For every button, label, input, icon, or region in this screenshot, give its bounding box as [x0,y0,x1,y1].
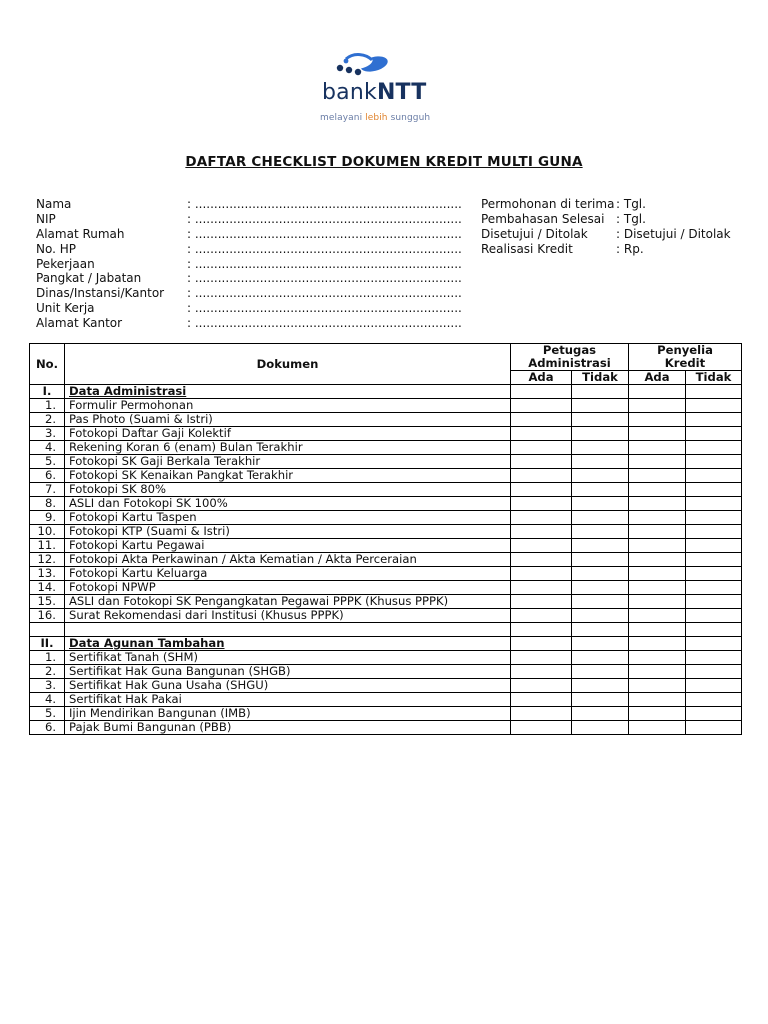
header-tidak: Tidak [572,371,629,385]
checkbox-cell[interactable] [572,441,629,455]
header-ada: Ada [511,371,572,385]
row-number: 4. [30,693,65,707]
checkbox-cell[interactable] [572,707,629,721]
section-agunan [30,637,742,735]
checkbox-cell[interactable] [572,455,629,469]
checklist-table [29,343,742,735]
checkbox-cell[interactable] [629,483,686,497]
table-row [30,665,742,679]
checkbox-cell[interactable] [511,525,572,539]
field-value: : ...................................................................... [187,301,462,316]
checkbox-cell[interactable] [511,637,572,651]
document-name: Fotokopi SK Gaji Berkala Terakhir [65,455,511,469]
table-row [30,441,742,455]
checkbox-cell[interactable] [572,567,629,581]
row-number: 6. [30,469,65,483]
checkbox-cell[interactable] [686,693,742,707]
row-number: 7. [30,483,65,497]
table-row [30,721,742,735]
table-row [30,553,742,567]
checkbox-cell[interactable] [511,721,572,735]
checkbox-cell[interactable] [686,721,742,735]
logo-wordmark [322,80,426,105]
document-name: Fotokopi NPWP [65,581,511,595]
checkbox-cell[interactable] [629,413,686,427]
field-value: : ...................................................................... [187,316,462,331]
row-number: 16. [30,609,65,623]
table-row [30,567,742,581]
checkbox-cell[interactable] [572,525,629,539]
table-row [30,693,742,707]
checkbox-cell[interactable] [572,595,629,609]
document-name: Fotokopi Kartu Keluarga [65,567,511,581]
checkbox-cell[interactable] [572,665,629,679]
document-name: Sertifikat Hak Guna Bangunan (SHGB) [65,665,511,679]
checkbox-cell[interactable] [686,581,742,595]
document-name: Fotokopi SK 80% [65,483,511,497]
checkbox-cell[interactable] [686,399,742,413]
checkbox-cell[interactable] [511,511,572,525]
table-row [30,413,742,427]
checkbox-cell[interactable] [686,413,742,427]
checkbox-cell[interactable] [686,609,742,623]
checkbox-cell[interactable] [629,441,686,455]
bank-ntt-logo [318,50,458,130]
document-name: Fotokopi SK Kenaikan Pangkat Terakhir [65,469,511,483]
header-petugas-line1: Petugas [511,344,629,358]
document-name: Fotokopi Kartu Taspen [65,511,511,525]
checkbox-cell[interactable] [572,399,629,413]
checkbox-cell[interactable] [511,469,572,483]
header-no: No. [30,344,65,385]
document-name: Surat Rekomendasi dari Institusi (Khusus PPPK) [65,609,511,623]
table-row [30,595,742,609]
checkbox-cell[interactable] [686,679,742,693]
checkbox-cell[interactable] [511,707,572,721]
checkbox-cell[interactable] [686,595,742,609]
document-name: Sertifikat Tanah (SHM) [65,651,511,665]
row-number: 15. [30,595,65,609]
checkbox-cell[interactable] [511,441,572,455]
field-value: : ...................................................................... [187,241,462,256]
section-header-row [30,637,742,651]
document-name: Rekening Koran 6 (enam) Bulan Terakhir [65,441,511,455]
checkbox-cell[interactable] [511,679,572,693]
checkbox-cell[interactable] [572,413,629,427]
checkbox-cell[interactable] [572,385,629,399]
checkbox-cell[interactable] [686,427,742,441]
checkbox-cell[interactable] [572,721,629,735]
checkbox-cell[interactable] [686,525,742,539]
checkbox-cell[interactable] [629,693,686,707]
checkbox-cell[interactable] [629,651,686,665]
checkbox-cell[interactable] [686,511,742,525]
checkbox-cell[interactable] [629,637,686,651]
field-label: Unit Kerja [36,301,95,316]
checkbox-cell[interactable] [511,497,572,511]
table-row [30,679,742,693]
checkbox-cell[interactable] [511,609,572,623]
row-number: 1. [30,399,65,413]
status-label: Realisasi Kredit [481,241,573,256]
field-dinas-instansi[interactable] [36,286,476,301]
checkbox-cell[interactable] [629,623,686,637]
checkbox-cell[interactable] [686,469,742,483]
checkbox-cell[interactable] [629,427,686,441]
field-label: Alamat Kantor [36,316,123,331]
checkbox-cell[interactable] [629,609,686,623]
section-number: II. [30,637,65,651]
document-name: ASLI dan Fotokopi SK Pengangkatan Pegawai PPPK (Khusus PPPK) [65,595,511,609]
row-number: 11. [30,539,65,553]
checkbox-cell[interactable] [629,665,686,679]
status-disetujui[interactable] [481,227,751,242]
checkbox-cell[interactable] [572,553,629,567]
checkbox-cell[interactable] [686,441,742,455]
tagline-part-3: sungguh [387,113,431,123]
checkbox-cell[interactable] [511,385,572,399]
field-value: : ...................................................................... [187,256,462,271]
checkbox-cell[interactable] [511,399,572,413]
tagline-part-1: melayani [320,113,366,123]
field-pekerjaan[interactable] [36,257,476,272]
row-number: 9. [30,511,65,525]
row-number: 12. [30,553,65,567]
table-row [30,609,742,623]
checkbox-cell[interactable] [629,511,686,525]
field-value: : ...................................................................... [187,197,462,211]
checkbox-cell[interactable] [686,665,742,679]
row-number: 1. [30,651,65,665]
status-value: : Tgl. [616,211,646,226]
checkbox-cell[interactable] [686,455,742,469]
checkbox-cell[interactable] [686,623,742,637]
table-row [30,469,742,483]
field-label: Nama [36,197,72,211]
table-row [30,581,742,595]
status-label: Disetujui / Ditolak [481,226,588,241]
field-label: Pekerjaan [36,256,95,271]
checkbox-cell[interactable] [629,399,686,413]
document-name: Fotokopi Daftar Gaji Kolektif [65,427,511,441]
checkbox-cell[interactable] [629,707,686,721]
checkbox-cell[interactable] [572,637,629,651]
checkbox-cell[interactable] [511,567,572,581]
status-permohonan[interactable] [481,197,751,212]
section-number: I. [30,385,65,399]
checkbox-cell[interactable] [572,497,629,511]
checkbox-cell[interactable] [686,707,742,721]
document-name: Pas Photo (Suami & Istri) [65,413,511,427]
logo-tagline [320,113,430,123]
document-name: ASLI dan Fotokopi SK 100% [65,497,511,511]
field-nama[interactable] [36,197,476,212]
checkbox-cell[interactable] [511,581,572,595]
checkbox-cell[interactable] [629,525,686,539]
row-number: 5. [30,455,65,469]
row-number: 4. [30,441,65,455]
checkbox-cell[interactable] [511,455,572,469]
row-number: 8. [30,497,65,511]
table-row [30,525,742,539]
table-row [30,511,742,525]
bank-ntt-emblem-icon [332,50,392,80]
checkbox-cell[interactable] [511,483,572,497]
table-row [30,399,742,413]
section-title: Data Agunan Tambahan [65,637,511,651]
section-administrasi [30,385,742,623]
field-no-hp[interactable] [36,242,476,257]
applicant-fields [36,197,476,331]
row-number: 5. [30,707,65,721]
table-row [30,497,742,511]
logo-word-ntt: NTT [376,80,427,105]
header-penyelia-line2: Kredit [629,357,742,371]
logo-word-bank: bank [322,80,377,105]
checkbox-cell[interactable] [511,623,572,637]
table-row [30,707,742,721]
status-value: : Disetujui / Ditolak [616,226,731,241]
checkbox-cell[interactable] [572,693,629,707]
status-fields [481,197,751,257]
checkbox-cell[interactable] [572,483,629,497]
checkbox-cell[interactable] [511,651,572,665]
field-value: : ...................................................................... [187,226,462,241]
checkbox-cell[interactable] [572,511,629,525]
checkbox-cell[interactable] [572,623,629,637]
table-row [30,455,742,469]
checkbox-cell[interactable] [572,609,629,623]
spacer-section [30,623,742,637]
field-label: Dinas/Instansi/Kantor [36,286,165,301]
checkbox-cell[interactable] [511,427,572,441]
header-dokumen: Dokumen [65,344,511,385]
checkbox-cell[interactable] [686,497,742,511]
checkbox-cell[interactable] [572,651,629,665]
row-number: 6. [30,721,65,735]
checkbox-cell[interactable] [511,553,572,567]
row-number: 13. [30,567,65,581]
checkbox-cell[interactable] [572,427,629,441]
status-label: Pembahasan Selesai [481,211,605,226]
field-label: No. HP [36,241,76,256]
checkbox-cell[interactable] [686,539,742,553]
checkbox-cell[interactable] [629,539,686,553]
checkbox-cell[interactable] [629,721,686,735]
status-value: : Tgl. [616,197,646,211]
checkbox-cell[interactable] [629,567,686,581]
checkbox-cell[interactable] [629,553,686,567]
row-number: 2. [30,413,65,427]
row-number: 14. [30,581,65,595]
row-number: 10. [30,525,65,539]
checkbox-cell[interactable] [629,469,686,483]
row-number: 2. [30,665,65,679]
row-number: 3. [30,679,65,693]
field-alamat-rumah[interactable] [36,227,476,242]
header-penyelia-line1: Penyelia [629,344,742,358]
checkbox-cell[interactable] [511,665,572,679]
document-title: DAFTAR CHECKLIST DOKUMEN KREDIT MULTI GUNA [185,154,583,170]
checkbox-cell[interactable] [629,581,686,595]
checkbox-cell[interactable] [572,679,629,693]
checkbox-cell[interactable] [686,567,742,581]
section-title: Data Administrasi [65,385,511,399]
field-label: Pangkat / Jabatan [36,271,142,286]
section-header-row [30,385,742,399]
field-label: Alamat Rumah [36,226,125,241]
checkbox-cell[interactable] [629,455,686,469]
field-pangkat-jabatan[interactable] [36,271,476,286]
field-value: : ...................................................................... [187,271,462,286]
checkbox-cell[interactable] [511,413,572,427]
checkbox-cell[interactable] [686,553,742,567]
checkbox-cell[interactable] [686,637,742,651]
field-nip[interactable] [36,212,476,227]
header-petugas-line2: Administrasi [511,357,629,371]
checkbox-cell[interactable] [511,539,572,553]
status-value: : Rp. [616,241,644,256]
checkbox-cell[interactable] [629,497,686,511]
field-unit-kerja[interactable] [36,301,476,316]
document-name: Pajak Bumi Bangunan (PBB) [65,721,511,735]
status-label: Permohonan di terima [481,197,615,211]
field-alamat-kantor[interactable] [36,316,476,331]
checkbox-cell[interactable] [572,539,629,553]
checkbox-cell[interactable] [686,385,742,399]
field-value: : ...................................................................... [187,286,462,301]
document-name: Fotokopi KTP (Suami & Istri) [65,525,511,539]
table-row [30,651,742,665]
cell-no [30,623,65,637]
document-name: Ijin Mendirikan Bangunan (IMB) [65,707,511,721]
header-ada: Ada [629,371,686,385]
checkbox-cell[interactable] [629,385,686,399]
checkbox-cell[interactable] [629,679,686,693]
field-value: : ...................................................................... [187,211,462,226]
document-name: Formulir Permohonan [65,399,511,413]
checkbox-cell[interactable] [686,651,742,665]
checkbox-cell[interactable] [572,469,629,483]
checkbox-cell[interactable] [629,595,686,609]
status-realisasi[interactable] [481,242,751,257]
tagline-part-2: lebih [365,113,388,123]
document-name: Sertifikat Hak Pakai [65,693,511,707]
cell-doc [65,623,511,637]
checkbox-cell[interactable] [572,581,629,595]
field-label: NIP [36,211,56,226]
header-tidak: Tidak [686,371,742,385]
document-name: Fotokopi Akta Perkawinan / Akta Kematian / Akta Perceraian [65,553,511,567]
row-number: 3. [30,427,65,441]
checkbox-cell[interactable] [511,693,572,707]
document-name: Sertifikat Hak Guna Usaha (SHGU) [65,679,511,693]
status-pembahasan[interactable] [481,212,751,227]
document-name: Fotokopi Kartu Pegawai [65,539,511,553]
checkbox-cell[interactable] [686,483,742,497]
table-row [30,427,742,441]
table-row [30,539,742,553]
spacer-row [30,623,742,637]
table-row [30,483,742,497]
checkbox-cell[interactable] [511,595,572,609]
